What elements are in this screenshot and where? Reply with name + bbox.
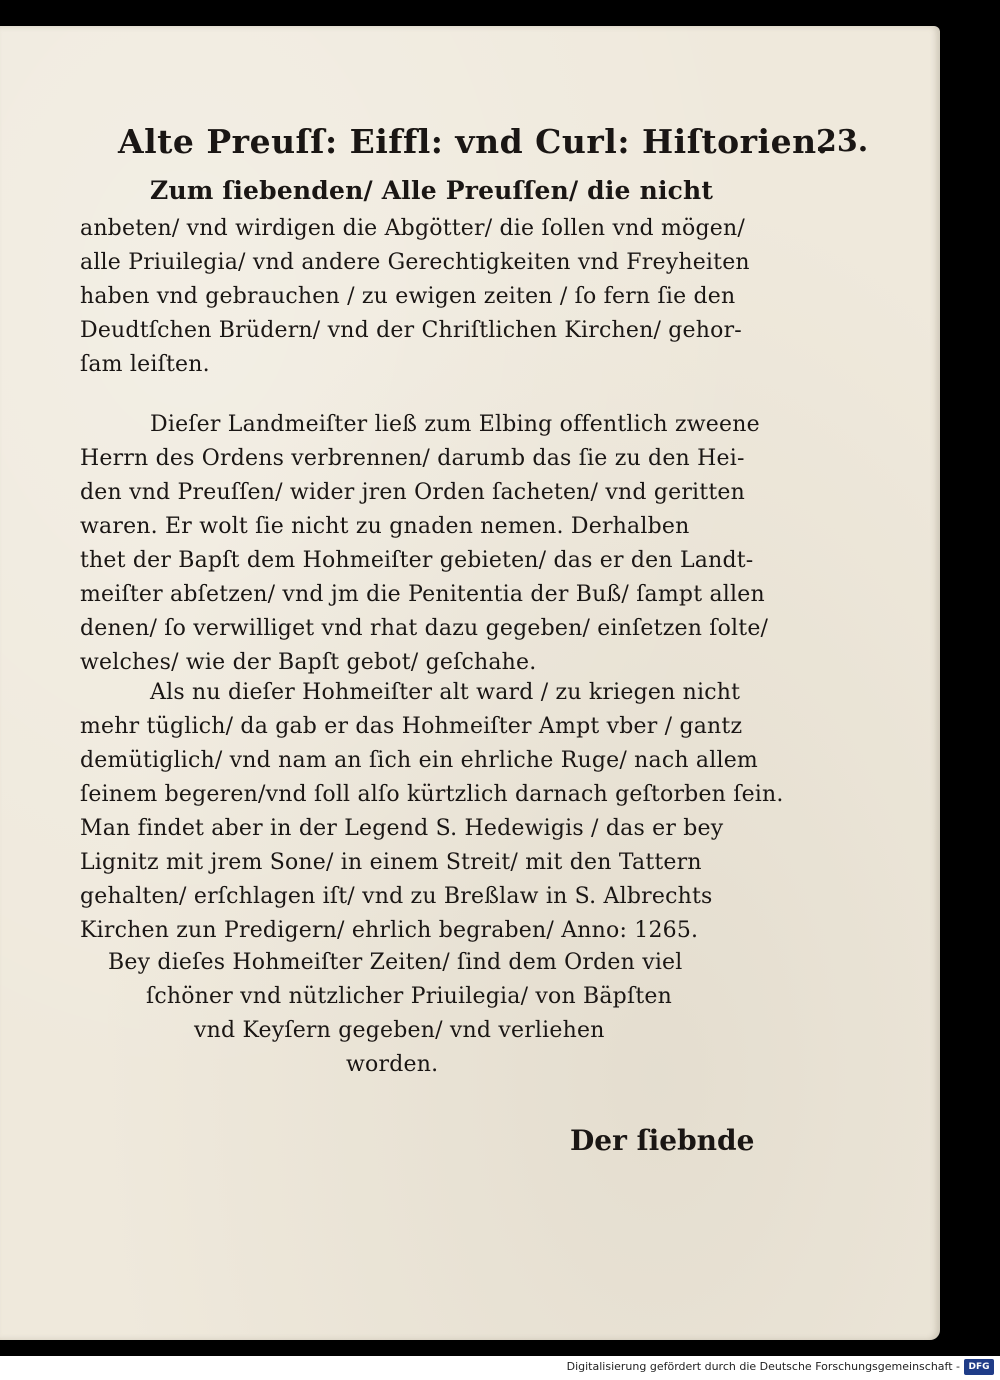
dfg-logo-icon: DFG: [964, 1359, 994, 1375]
text-line: vnd Keyſern gegeben/ vnd verliehen: [194, 1018, 605, 1043]
text-line: meiſter abſetzen/ vnd jm die Penitentia der Buß/ ſampt allen: [80, 582, 765, 607]
text-line: Deudtſchen Brüdern/ vnd der Chriſtlichen Kirchen/ gehor-: [80, 318, 742, 343]
text-line: demütiglich/ vnd nam an ſich ein ehrliche Ruge/ nach allem: [80, 748, 758, 773]
text-line: gehalten/ erſchlagen iſt/ vnd zu Breßlaw in S. Albrechts: [80, 884, 713, 909]
text-line: denen/ ſo verwilliget vnd rhat dazu gegeben/ einſetzen ſolte/: [80, 616, 769, 641]
text-line: welches/ wie der Bapſt gebot/ geſchahe.: [80, 650, 537, 675]
catchword: Der ſiebnde: [570, 1124, 755, 1157]
text-line: mehr tüglich/ da gab er das Hohmeiſter Ampt vber / gantz: [80, 714, 743, 739]
text-line: anbeten/ vnd wirdigen die Abgötter/ die ſollen vnd mögen/: [80, 216, 745, 241]
text-line: thet der Bapſt dem Hohmeiſter gebieten/ das er den Landt-: [80, 548, 754, 573]
text-line: Kirchen zun Predigern/ ehrlich begraben/ Anno: 1265.: [80, 918, 699, 943]
book-page: [0, 26, 940, 1340]
text-line: Lignitz mit jrem Sone/ in einem Streit/ mit den Tattern: [80, 850, 702, 875]
text-line: Bey dieſes Hohmeiſter Zeiten/ ſind dem Orden viel: [108, 950, 683, 975]
text-line: den vnd Preuſſen/ wider jren Orden ſacheten/ vnd geritten: [80, 480, 745, 505]
text-line: Zum ſiebenden/ Alle Preuſſen/ die nicht: [150, 176, 714, 205]
text-line: Herrn des Ordens verbrennen/ darumb das ſie zu den Hei-: [80, 446, 745, 471]
text-line: worden.: [346, 1052, 439, 1077]
text-line: alle Priuilegia/ vnd andere Gerechtigkeiten vnd Freyheiten: [80, 250, 750, 275]
text-line: Dieſer Landmeiſter ließ zum Elbing offentlich zweene: [150, 412, 760, 437]
text-line: waren. Er wolt ſie nicht zu gnaden nemen. Derhalben: [80, 514, 690, 539]
text-line: ſam leiſten.: [80, 352, 210, 377]
running-head: Alte Preuſſ: Eiffl: vnd Curl: Hiſtorien.: [118, 122, 829, 161]
text-line: ſchöner vnd nützlicher Priuilegia/ von Bäpſten: [146, 984, 672, 1009]
text-line: Als nu dieſer Hohmeiſter alt ward / zu kriegen nicht: [150, 680, 741, 705]
text-line: Man findet aber in der Legend S. Hedewigis / das er bey: [80, 816, 724, 841]
page-number: 23.: [816, 124, 869, 159]
text-line: haben vnd gebrauchen / zu ewigen zeiten / ſo fern ſie den: [80, 284, 736, 309]
footer-bar: [0, 1356, 1000, 1380]
funding-credit: Digitalisierung gefördert durch die Deutsche Forschungsgemeinschaft -: [566, 1360, 960, 1373]
text-line: ſeinem begeren/vnd ſoll alſo kürtzlich darnach geſtorben ſein.: [80, 782, 784, 807]
